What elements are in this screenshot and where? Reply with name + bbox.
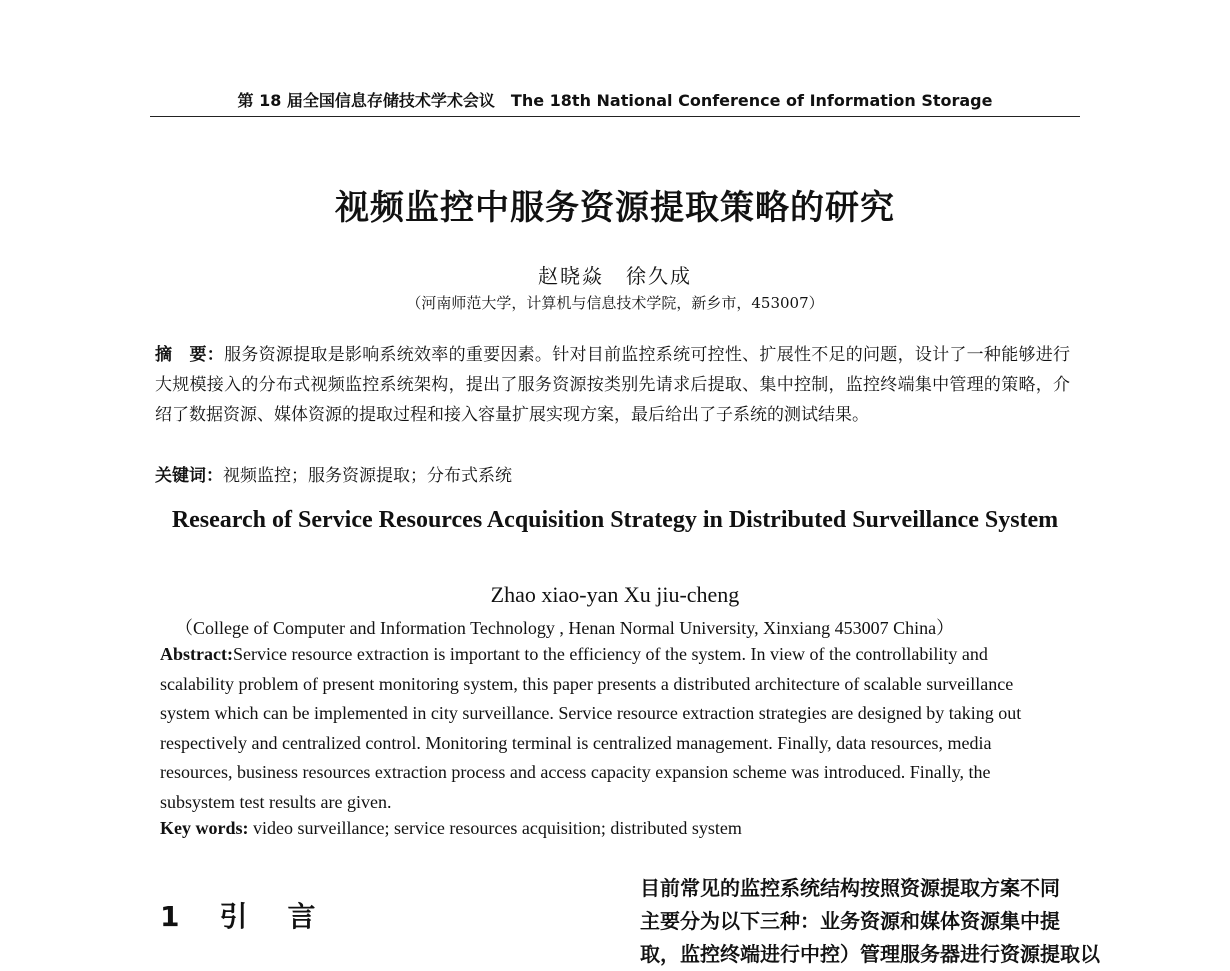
affiliation-zh: （河南师范大学，计算机与信息技术学院，新乡市，453007） [406, 294, 824, 312]
keywords-en-text: video surveillance; service resources acquisition; distributed system [248, 818, 742, 838]
header-rule [150, 116, 1080, 117]
body-line: 目前常见的监控系统结构按照资源提取方案不同 [640, 876, 1060, 900]
keywords-zh [155, 461, 1070, 491]
authors-en: Zhao xiao-yan Xu jiu-cheng [490, 582, 740, 607]
abstract-en-label: Abstract: [160, 644, 233, 664]
body-right-column [640, 872, 1100, 971]
affiliation-en: （College of Computer and Information Technology , Henan Normal University, Xinxiang 453007 China） [175, 618, 955, 638]
abstract-en-text: Service resource extraction is important to the efficiency of the system. In view of the controllability and scalability problem of present monitoring system, this paper presents a distributed architecture of scalable surveillance system which can be implemented in city surveillance. Service resource extraction strategies are designed by taking out respectively and centralized control. Monitoring terminal is centralized management. Finally, data resources, media resources, business resources extraction process and access capacity expansion scheme was introduced. Finally, the subsystem test results are given. [160, 644, 1022, 812]
abstract-en [160, 640, 1060, 817]
abstract-zh [155, 340, 1070, 430]
body-line: 取，监控终端进行中控）管理服务器进行资源提取以 [640, 942, 1100, 966]
running-header: 第 18 届全国信息存储技术学术会议 The 18th National Conference of Information Storage [237, 91, 993, 110]
abstract-zh-label: 摘 要： [155, 345, 225, 365]
keywords-zh-text: 视频监控；服务资源提取；分布式系统 [223, 466, 512, 486]
keywords-en-label: Key words: [160, 818, 249, 838]
body-line: 主要分为以下三种：业务资源和媒体资源集中提 [640, 909, 1060, 933]
title-en: Research of Service Resources Acquisition Strategy in Distributed Surveillance System [171, 507, 1059, 533]
abstract-zh-text: 服务资源提取是影响系统效率的重要因素。针对目前监控系统可控性、扩展性不足的问题，设计了一种能够进行大规模接入的分布式视频监控系统架构，提出了服务资源按类别先请求后提取、集中控制，监控终端集中管理的策略，介绍了数据资源、媒体资源的提取过程和接入容量扩展实现方案，最后给出了子系统的测试结果。 [155, 345, 1070, 425]
keywords-zh-label: 关键词： [155, 466, 223, 486]
keywords-en [160, 818, 742, 839]
section-heading: 1 引 言 [160, 900, 322, 933]
title-zh: 视频监控中服务资源提取策略的研究 [335, 188, 895, 228]
authors-zh: 赵晓焱 徐久成 [538, 264, 692, 288]
